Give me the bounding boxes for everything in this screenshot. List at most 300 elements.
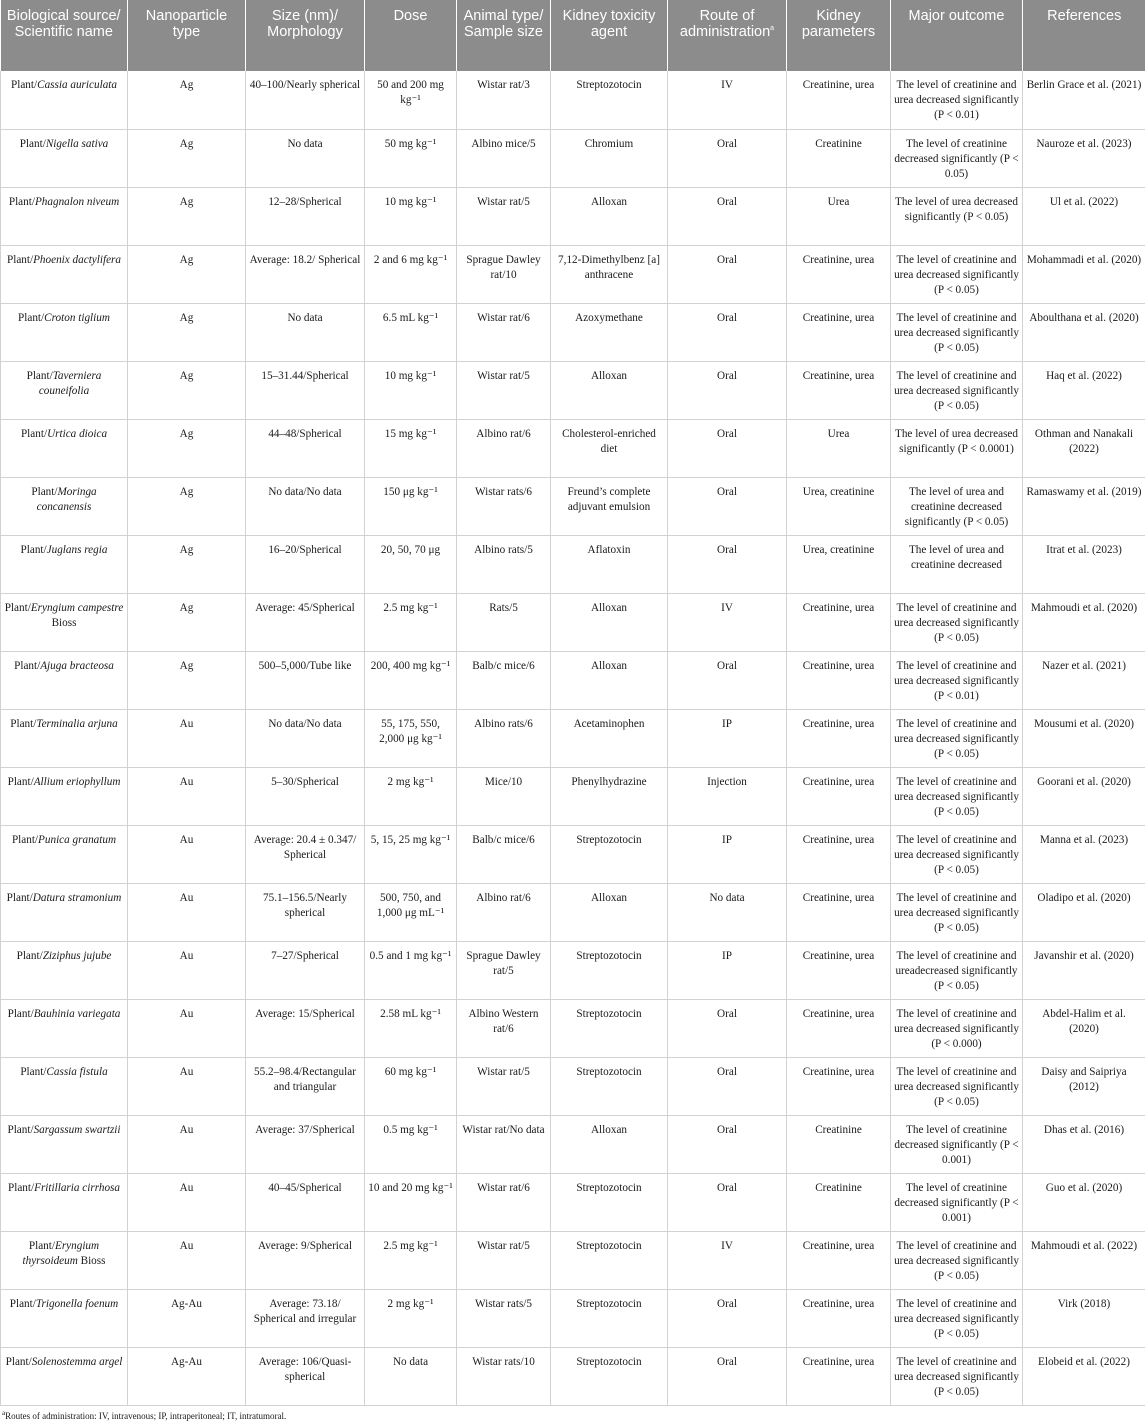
- cell-agent: Cholesterol-enriched diet: [551, 419, 668, 477]
- header-cell: Major outcome: [891, 0, 1023, 71]
- table-row: [1, 1115, 1145, 1173]
- cell-type: Ag: [128, 535, 246, 593]
- cell-size: No data: [246, 303, 365, 361]
- cell-dose: 50 mg kg⁻¹: [365, 129, 457, 187]
- cell-size: No data/No data: [246, 709, 365, 767]
- source-label: Plant/: [10, 1298, 36, 1310]
- species-suffix: Bioss: [78, 1255, 106, 1267]
- cell-animal: Sprague Dawley rat/5: [457, 941, 551, 999]
- source-label: Plant/: [20, 138, 46, 150]
- cell-agent: Phenylhydrazine: [551, 767, 668, 825]
- cell-agent: Aflatoxin: [551, 535, 668, 593]
- table-row: [1, 1347, 1145, 1405]
- cell-outcome: The level of creatinine and ureadecreased significantly (P < 0.05): [891, 941, 1023, 999]
- cell-animal: Wistar rat/5: [457, 1057, 551, 1115]
- cell-type: Au: [128, 825, 246, 883]
- cell-params: Creatinine, urea: [787, 1289, 891, 1347]
- cell-size: 500–5,000/Tube like: [246, 651, 365, 709]
- cell-outcome: The level of urea and creatinine decreased significantly (P < 0.05): [891, 477, 1023, 535]
- cell-params: Creatinine: [787, 1173, 891, 1231]
- table-row: [1, 1173, 1145, 1231]
- cell-size: 40–100/Nearly spherical: [246, 71, 365, 129]
- table-row: [1, 1289, 1145, 1347]
- cell-outcome: The level of creatinine decreased significantly (P < 0.001): [891, 1173, 1023, 1231]
- cell-ref: Dhas et al. (2016): [1023, 1115, 1145, 1173]
- cell-route: Oral: [668, 999, 787, 1057]
- table-body: [1, 71, 1145, 1405]
- cell-params: Creatinine, urea: [787, 941, 891, 999]
- species-name: Eryngium campestre: [31, 602, 123, 614]
- cell-params: Urea: [787, 187, 891, 245]
- cell-route: IV: [668, 71, 787, 129]
- cell-dose: 0.5 mg kg⁻¹: [365, 1115, 457, 1173]
- cell-source: [1, 303, 128, 361]
- cell-outcome: The level of urea decreased significantly (P < 0.0001): [891, 419, 1023, 477]
- source-label: Plant/: [8, 776, 34, 788]
- cell-type: Ag-Au: [128, 1347, 246, 1405]
- cell-outcome: The level of creatinine and urea decreased significantly (P < 0.000): [891, 999, 1023, 1057]
- source-label: Plant/: [27, 370, 53, 382]
- cell-source: [1, 1115, 128, 1173]
- cell-params: Creatinine, urea: [787, 1057, 891, 1115]
- species-name: Eryngium thyrsoideum: [23, 1240, 100, 1267]
- cell-animal: Albino rats/5: [457, 535, 551, 593]
- cell-outcome: The level of creatinine and urea decreased significantly (P < 0.05): [891, 883, 1023, 941]
- cell-agent: Acetaminophen: [551, 709, 668, 767]
- cell-type: Ag: [128, 303, 246, 361]
- cell-animal: Rats/5: [457, 593, 551, 651]
- cell-dose: 2 and 6 mg kg⁻¹: [365, 245, 457, 303]
- cell-agent: Streptozotocin: [551, 825, 668, 883]
- cell-ref: Haq et al. (2022): [1023, 361, 1145, 419]
- cell-size: Average: 45/Spherical: [246, 593, 365, 651]
- species-suffix: Bioss: [52, 617, 77, 629]
- cell-type: Ag: [128, 245, 246, 303]
- cell-route: Oral: [668, 1347, 787, 1405]
- cell-size: Average: 15/Spherical: [246, 999, 365, 1057]
- cell-agent: Streptozotocin: [551, 1347, 668, 1405]
- header-cell: Nanoparticle type: [128, 0, 246, 71]
- source-label: Plant/: [6, 1356, 32, 1368]
- cell-outcome: The level of creatinine and urea decreased significantly (P < 0.05): [891, 825, 1023, 883]
- species-name: Cassia auriculata: [37, 79, 117, 91]
- cell-ref: Ul et al. (2022): [1023, 187, 1145, 245]
- cell-source: [1, 419, 128, 477]
- cell-route: No data: [668, 883, 787, 941]
- cell-ref: Elobeid et al. (2022): [1023, 1347, 1145, 1405]
- cell-params: Creatinine, urea: [787, 245, 891, 303]
- cell-outcome: The level of creatinine and urea decreased significantly (P < 0.05): [891, 245, 1023, 303]
- cell-agent: Streptozotocin: [551, 1231, 668, 1289]
- footnote-marker: a: [2, 1409, 5, 1417]
- species-name: Croton tiglium: [44, 312, 110, 324]
- cell-route: Injection: [668, 767, 787, 825]
- cell-params: Creatinine, urea: [787, 767, 891, 825]
- header-cell: Animal type/ Sample size: [457, 0, 551, 71]
- cell-route: IV: [668, 1231, 787, 1289]
- cell-size: 44–48/Spherical: [246, 419, 365, 477]
- cell-ref: Mohammadi et al. (2020): [1023, 245, 1145, 303]
- cell-size: Average: 37/Spherical: [246, 1115, 365, 1173]
- cell-params: Creatinine, urea: [787, 883, 891, 941]
- header-cell: Size (nm)/ Morphology: [246, 0, 365, 71]
- cell-animal: Wistar rat/5: [457, 187, 551, 245]
- cell-ref: Berlin Grace et al. (2021): [1023, 71, 1145, 129]
- cell-type: Ag: [128, 651, 246, 709]
- cell-animal: Wistar rat/5: [457, 361, 551, 419]
- cell-params: Creatinine, urea: [787, 71, 891, 129]
- cell-outcome: The level of creatinine and urea decreased significantly (P < 0.05): [891, 303, 1023, 361]
- cell-animal: Wistar rat/5: [457, 1231, 551, 1289]
- source-label: Plant/: [20, 1066, 46, 1078]
- cell-type: Au: [128, 883, 246, 941]
- species-name: Cassia fistula: [46, 1066, 107, 1078]
- cell-route: Oral: [668, 419, 787, 477]
- table-row: [1, 187, 1145, 245]
- cell-outcome: The level of creatinine and urea decreased significantly (P < 0.05): [891, 1347, 1023, 1405]
- table-row: [1, 535, 1145, 593]
- cell-agent: Alloxan: [551, 187, 668, 245]
- cell-source: [1, 1289, 128, 1347]
- species-name: Sargassum swartzii: [34, 1124, 121, 1136]
- table-row: [1, 941, 1145, 999]
- cell-dose: No data: [365, 1347, 457, 1405]
- cell-dose: 2 mg kg⁻¹: [365, 1289, 457, 1347]
- cell-size: Average: 106/Quasi-spherical: [246, 1347, 365, 1405]
- cell-source: [1, 883, 128, 941]
- cell-type: Ag: [128, 71, 246, 129]
- cell-route: Oral: [668, 1057, 787, 1115]
- cell-source: [1, 361, 128, 419]
- cell-ref: Mahmoudi et al. (2022): [1023, 1231, 1145, 1289]
- cell-size: 55.2–98.4/Rectangular and triangular: [246, 1057, 365, 1115]
- cell-route: Oral: [668, 1115, 787, 1173]
- cell-size: No data: [246, 129, 365, 187]
- cell-source: [1, 593, 128, 651]
- cell-ref: Virk (2018): [1023, 1289, 1145, 1347]
- cell-animal: Wistar rats/10: [457, 1347, 551, 1405]
- cell-agent: Alloxan: [551, 883, 668, 941]
- cell-source: [1, 245, 128, 303]
- cell-dose: 10 mg kg⁻¹: [365, 187, 457, 245]
- source-label: Plant/: [11, 79, 37, 91]
- cell-ref: Daisy and Saipriya (2012): [1023, 1057, 1145, 1115]
- cell-dose: 2.5 mg kg⁻¹: [365, 1231, 457, 1289]
- cell-outcome: The level of creatinine and urea decreased significantly (P < 0.05): [891, 709, 1023, 767]
- cell-route: Oral: [668, 651, 787, 709]
- table-row: [1, 883, 1145, 941]
- cell-dose: 50 and 200 mg kg⁻¹: [365, 71, 457, 129]
- source-label: Plant/: [8, 1182, 34, 1194]
- cell-dose: 6.5 mL kg⁻¹: [365, 303, 457, 361]
- cell-size: 12–28/Spherical: [246, 187, 365, 245]
- cell-dose: 500, 750, and 1,000 μg mL⁻¹: [365, 883, 457, 941]
- cell-outcome: The level of creatinine and urea decreased significantly (P < 0.05): [891, 1231, 1023, 1289]
- table-row: [1, 303, 1145, 361]
- cell-size: 15–31.44/Spherical: [246, 361, 365, 419]
- cell-animal: Wistar rat/6: [457, 1173, 551, 1231]
- cell-size: 5–30/Spherical: [246, 767, 365, 825]
- cell-outcome: The level of creatinine decreased significantly (P < 0.05): [891, 129, 1023, 187]
- species-name: Urtica dioica: [47, 428, 107, 440]
- cell-dose: 60 mg kg⁻¹: [365, 1057, 457, 1115]
- table-row: [1, 825, 1145, 883]
- cell-outcome: The level of creatinine and urea decreased significantly (P < 0.05): [891, 1057, 1023, 1115]
- cell-source: [1, 1173, 128, 1231]
- header-route-label: Route of administration: [680, 8, 770, 40]
- table-row: [1, 477, 1145, 535]
- cell-route: Oral: [668, 303, 787, 361]
- source-label: Plant/: [29, 1240, 55, 1252]
- species-name: Datura stramonium: [33, 892, 122, 904]
- header-cell: Dose: [365, 0, 457, 71]
- source-label: Plant/: [9, 196, 35, 208]
- cell-agent: 7,12-Dimethylbenz [a] anthracene: [551, 245, 668, 303]
- cell-size: 40–45/Spherical: [246, 1173, 365, 1231]
- cell-agent: Azoxymethane: [551, 303, 668, 361]
- source-label: Plant/: [10, 718, 36, 730]
- cell-params: Creatinine, urea: [787, 1231, 891, 1289]
- cell-type: Ag: [128, 419, 246, 477]
- cell-source: [1, 825, 128, 883]
- cell-route: Oral: [668, 477, 787, 535]
- cell-ref: Ramaswamy et al. (2019): [1023, 477, 1145, 535]
- source-label: Plant/: [7, 1124, 33, 1136]
- cell-outcome: The level of creatinine decreased significantly (P < 0.001): [891, 1115, 1023, 1173]
- table-row: [1, 651, 1145, 709]
- cell-source: [1, 709, 128, 767]
- cell-route: IP: [668, 709, 787, 767]
- cell-agent: Streptozotocin: [551, 71, 668, 129]
- cell-route: IP: [668, 941, 787, 999]
- cell-params: Creatinine, urea: [787, 593, 891, 651]
- cell-dose: 20, 50, 70 μg: [365, 535, 457, 593]
- cell-params: Creatinine: [787, 129, 891, 187]
- cell-source: [1, 1231, 128, 1289]
- cell-animal: Albino rat/6: [457, 883, 551, 941]
- cell-agent: Alloxan: [551, 593, 668, 651]
- cell-params: Creatinine, urea: [787, 999, 891, 1057]
- cell-animal: Balb/c mice/6: [457, 825, 551, 883]
- cell-route: Oral: [668, 535, 787, 593]
- cell-dose: 5, 15, 25 mg kg⁻¹: [365, 825, 457, 883]
- source-label: Plant/: [31, 486, 57, 498]
- cell-route: Oral: [668, 1289, 787, 1347]
- source-label: Plant/: [17, 950, 43, 962]
- cell-dose: 0.5 and 1 mg kg⁻¹: [365, 941, 457, 999]
- cell-source: [1, 941, 128, 999]
- cell-type: Au: [128, 1057, 246, 1115]
- cell-dose: 55, 175, 550, 2,000 μg kg⁻¹: [365, 709, 457, 767]
- table-row: [1, 767, 1145, 825]
- species-name: Bauhinia variegata: [34, 1008, 121, 1020]
- cell-dose: 15 mg kg⁻¹: [365, 419, 457, 477]
- cell-dose: 10 mg kg⁻¹: [365, 361, 457, 419]
- cell-route: Oral: [668, 129, 787, 187]
- cell-size: Average: 18.2/ Spherical: [246, 245, 365, 303]
- cell-type: Au: [128, 1231, 246, 1289]
- source-label: Plant/: [18, 312, 44, 324]
- cell-params: Creatinine, urea: [787, 651, 891, 709]
- cell-type: Au: [128, 767, 246, 825]
- footnote-text: Routes of administration: IV, intravenous; IP, intraperitoneal; IT, intratumoral.: [5, 1411, 286, 1421]
- cell-outcome: The level of creatinine and urea decreased significantly (P < 0.01): [891, 71, 1023, 129]
- cell-params: Creatinine, urea: [787, 1347, 891, 1405]
- source-label: Plant/: [21, 544, 47, 556]
- cell-animal: Wistar rats/6: [457, 477, 551, 535]
- cell-source: [1, 767, 128, 825]
- cell-route: IP: [668, 825, 787, 883]
- species-name: Taverniera couneifolia: [39, 370, 102, 397]
- cell-agent: Alloxan: [551, 1115, 668, 1173]
- cell-source: [1, 129, 128, 187]
- cell-source: [1, 1347, 128, 1405]
- species-name: Solenostemma argel: [32, 1356, 123, 1368]
- cell-agent: Streptozotocin: [551, 941, 668, 999]
- cell-agent: Chromium: [551, 129, 668, 187]
- table-row: [1, 593, 1145, 651]
- cell-animal: Mice/10: [457, 767, 551, 825]
- cell-ref: Nauroze et al. (2023): [1023, 129, 1145, 187]
- cell-params: Urea, creatinine: [787, 477, 891, 535]
- table-row: [1, 1231, 1145, 1289]
- cell-dose: 2.5 mg kg⁻¹: [365, 593, 457, 651]
- cell-source: [1, 1057, 128, 1115]
- cell-source: [1, 477, 128, 535]
- cell-dose: 10 and 20 mg kg⁻¹: [365, 1173, 457, 1231]
- cell-agent: Alloxan: [551, 651, 668, 709]
- cell-type: Au: [128, 1115, 246, 1173]
- species-name: Juglans regia: [47, 544, 108, 556]
- cell-ref: Mousumi et al. (2020): [1023, 709, 1145, 767]
- header-row: [1, 0, 1145, 71]
- cell-ref: Oladipo et al. (2020): [1023, 883, 1145, 941]
- cell-source: [1, 71, 128, 129]
- cell-type: Ag: [128, 187, 246, 245]
- cell-type: Au: [128, 709, 246, 767]
- table-row: [1, 419, 1145, 477]
- header-cell: Biological source/ Scientific name: [1, 0, 128, 71]
- cell-params: Urea, creatinine: [787, 535, 891, 593]
- species-name: Nigella sativa: [46, 138, 108, 150]
- cell-type: Ag-Au: [128, 1289, 246, 1347]
- cell-outcome: The level of creatinine and urea decreased significantly (P < 0.05): [891, 361, 1023, 419]
- species-name: Moringa concanensis: [37, 486, 97, 513]
- source-label: Plant/: [5, 602, 31, 614]
- cell-outcome: The level of creatinine and urea decreased significantly (P < 0.05): [891, 1289, 1023, 1347]
- cell-route: Oral: [668, 245, 787, 303]
- species-name: Phoenix dactylifera: [33, 254, 121, 266]
- cell-params: Creatinine, urea: [787, 825, 891, 883]
- cell-animal: Wistar rat/No data: [457, 1115, 551, 1173]
- cell-agent: Streptozotocin: [551, 1057, 668, 1115]
- cell-route: Oral: [668, 1173, 787, 1231]
- cell-agent: Streptozotocin: [551, 1173, 668, 1231]
- cell-source: [1, 999, 128, 1057]
- cell-ref: Aboulthana et al. (2020): [1023, 303, 1145, 361]
- cell-outcome: The level of creatinine and urea decreased significantly (P < 0.05): [891, 593, 1023, 651]
- cell-animal: Albino rat/6: [457, 419, 551, 477]
- cell-animal: Wistar rat/3: [457, 71, 551, 129]
- table-row: [1, 709, 1145, 767]
- cell-route: Oral: [668, 187, 787, 245]
- table-row: [1, 129, 1145, 187]
- header-cell: Kidney toxicity agent: [551, 0, 668, 71]
- cell-dose: 2 mg kg⁻¹: [365, 767, 457, 825]
- species-name: Ziziphus jujube: [43, 950, 112, 962]
- cell-size: Average: 20.4 ± 0.347/ Spherical: [246, 825, 365, 883]
- species-name: Allium eriophyllum: [34, 776, 121, 788]
- species-name: Fritillaria cirrhosa: [34, 1182, 120, 1194]
- source-label: Plant/: [14, 660, 40, 672]
- footnote-marker: a: [770, 25, 774, 32]
- cell-outcome: The level of creatinine and urea decreased significantly (P < 0.01): [891, 651, 1023, 709]
- species-name: Trigonella foenum: [36, 1298, 118, 1310]
- cell-agent: Alloxan: [551, 361, 668, 419]
- cell-dose: 2.58 mL kg⁻¹: [365, 999, 457, 1057]
- cell-outcome: The level of urea and creatinine decreased: [891, 535, 1023, 593]
- cell-params: Creatinine, urea: [787, 709, 891, 767]
- cell-size: 16–20/Spherical: [246, 535, 365, 593]
- cell-agent: Streptozotocin: [551, 1289, 668, 1347]
- table-row: [1, 245, 1145, 303]
- cell-ref: Guo et al. (2020): [1023, 1173, 1145, 1231]
- species-name: Terminalia arjuna: [36, 718, 117, 730]
- cell-ref: Othman and Nanakali (2022): [1023, 419, 1145, 477]
- cell-animal: Balb/c mice/6: [457, 651, 551, 709]
- cell-params: Creatinine, urea: [787, 361, 891, 419]
- table-row: [1, 999, 1145, 1057]
- species-name: Punica granatum: [38, 834, 116, 846]
- source-label: Plant/: [7, 892, 33, 904]
- cell-route: Oral: [668, 361, 787, 419]
- cell-ref: Nazer et al. (2021): [1023, 651, 1145, 709]
- cell-type: Ag: [128, 129, 246, 187]
- table-row: [1, 361, 1145, 419]
- cell-type: Ag: [128, 477, 246, 535]
- source-label: Plant/: [7, 254, 33, 266]
- header-cell: Kidney parameters: [787, 0, 891, 71]
- table-footnote: [0, 1406, 1145, 1426]
- cell-size: No data/No data: [246, 477, 365, 535]
- cell-params: Creatinine: [787, 1115, 891, 1173]
- cell-animal: Sprague Dawley rat/10: [457, 245, 551, 303]
- source-label: Plant/: [21, 428, 47, 440]
- cell-source: [1, 651, 128, 709]
- cell-size: Average: 73.18/ Spherical and irregular: [246, 1289, 365, 1347]
- source-label: Plant/: [8, 1008, 34, 1020]
- cell-size: 75.1–156.5/Nearly spherical: [246, 883, 365, 941]
- cell-agent: Streptozotocin: [551, 999, 668, 1057]
- cell-type: Au: [128, 999, 246, 1057]
- cell-animal: Albino mice/5: [457, 129, 551, 187]
- header-cell: [668, 0, 787, 71]
- cell-animal: Albino rats/6: [457, 709, 551, 767]
- cell-ref: Mahmoudi et al. (2020): [1023, 593, 1145, 651]
- cell-ref: Javanshir et al. (2020): [1023, 941, 1145, 999]
- cell-ref: Itrat et al. (2023): [1023, 535, 1145, 593]
- cell-animal: Albino Western rat/6: [457, 999, 551, 1057]
- cell-ref: Goorani et al. (2020): [1023, 767, 1145, 825]
- cell-type: Ag: [128, 361, 246, 419]
- cell-type: Ag: [128, 593, 246, 651]
- cell-source: [1, 535, 128, 593]
- cell-ref: Abdel-Halim et al. (2020): [1023, 999, 1145, 1057]
- cell-size: Average: 9/Spherical: [246, 1231, 365, 1289]
- cell-agent: Freund’s complete adjuvant emulsion: [551, 477, 668, 535]
- header-cell: References: [1023, 0, 1145, 71]
- species-name: Ajuga bracteosa: [40, 660, 114, 672]
